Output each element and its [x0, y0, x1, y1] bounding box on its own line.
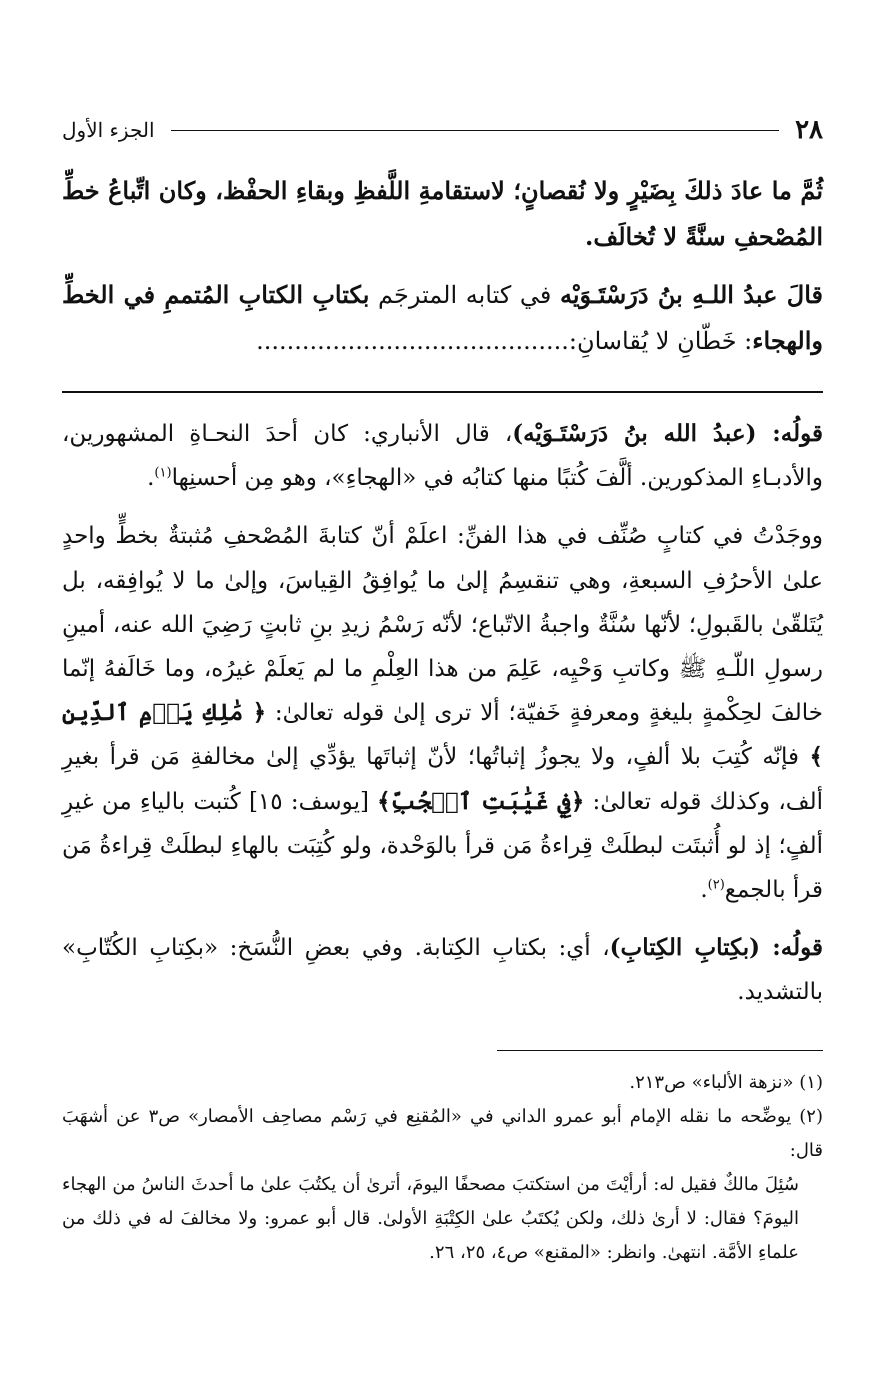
footnote-ref-1: (١) [154, 465, 172, 481]
commentary-text: فإنّه كُتِبَ بلا ألفٍ، ولا يجوزُ إثباتُها؛ لأنّ إثباتَها يؤدِّي إلىٰ مخالفةِ مَن قرأ بغيرِ ألف، وكذلك قوله تعالىٰ: [62, 744, 823, 815]
commentary-text: [يوسف: ١٥] كُتبت بالياءِ من غيرِ ألفٍ؛ إذ لو أُثبتَت لبطلَتْ قِراءةُ مَن قرأ بالوَحْدة، ولو كُتِبَت بالهاءِ لبطلَتْ قِراءةُ مَن قرأ بالجمع [62, 788, 823, 904]
footnote-ref-2: (٢) [707, 877, 725, 893]
commentary-paragraph-3 [62, 926, 823, 1014]
matn-paragraph-1: ثُمَّ ما عادَ ذلكَ بِضَيْرٍ ولا نُقصانٍ؛ لاستقامةِ اللَّفظِ وبقاءِ الحفْظ، وكان اتِّباعُ خطِّ المُصْحفِ سنَّةً لا تُخالَف. [62, 176, 823, 251]
page-number: ٢٨ [795, 115, 823, 145]
commentary-text: ووجَدْتُ في كتابٍ صُنِّف في هذا الفنِّ: اعلَمْ أنّ كتابةَ المُصْحفِ مُثبتةٌ بخطٍّ واحدٍ علىٰ الأحرُفِ السبعةِ، وهي تنقسِمُ إلىٰ ما يُوافِقُ القِياسَ، وإلىٰ ما لا يُوافِقه، بل يُتَلقّىٰ بالقَبولِ؛ لأنّها سُنَّةٌ واجبةُ الاتّباع؛ لأنّه رَسْمُ زيدِ بنِ ثابتٍ رَضِيَ الله عنه، أمينِ رسولِ اللّـهِ ﷺ وكاتبِ وَحْيِه، عَلِمَ من هذا العِلْمِ ما لم يَعلَمْ غيرُه، وما خَالَفهُ إنّما خالفَ لحِكْمةٍ بليغةٍ ومعرفةٍ خَفيّة؛ ألا ترى إلىٰ قوله تعالىٰ: [62, 523, 823, 727]
footnote-2-quote: سُئِلَ مالكٌ فقيل له: أرأيْتَ من استكتبَ مصحفًا اليومَ، أترىٰ أن يكتُبَ علىٰ ما أحدثَ الناسُ من الهجاء اليومَ؟ فقال: لا أرىٰ ذلك، ولكن يُكتَبُ علىٰ الكِتْبَةِ الأولىٰ. قال أبو عمرو: ولا مخالفَ له في ذلك من علماءِ الأمَّة. انتهىٰ. وانظر: «المقنع» ص٤، ٢٥، ٢٦. [62, 1174, 799, 1263]
author-name: قالَ عبدُ اللـهِ بنُ دَرَسْتَـوَيْه [559, 280, 823, 309]
punct: . [147, 465, 155, 492]
matn-paragraph-2 [62, 272, 823, 364]
commentary-paragraph-2 [62, 514, 823, 912]
footnote-2: (٢) يوضِّحه ما نقله الإمام أبو عمرو الداني في «المُقنِع في رَسْم مصاحِف الأمصار» ص٣ عن أشهَبَ قال: [62, 1106, 823, 1161]
running-title: الجزء الأول [62, 118, 155, 142]
book-title: بكتابِ الكتابِ المُتممِ في الخطِّ والهجاء [62, 280, 823, 355]
footnotes [62, 1066, 823, 1270]
lemma: قولُه: (عبدُ الله بنُ دَرَسْتَـوَيْه) [512, 420, 823, 447]
matn-section [62, 168, 823, 364]
footnote-1: (١) «نزهة الألباء» ص٢١٣. [629, 1072, 823, 1093]
dotted-leader: ......................................... [256, 327, 569, 355]
commentary-text: ، قال الأنباري: كان أحدَ النحـاةِ المشهورين، والأدبـاءِ المذكورين. ألَّفَ كُتبًا منها كتابُه في «الهجاءِ»، وهو مِن أحسنِها [62, 421, 823, 492]
quran-quote-1: ﴿ مَٰلِكِ يَوۡمِ ٱلدِّينِ ﴾ [62, 699, 823, 771]
quran-quote-2: ﴿فِي غَيَٰبَتِ ٱلۡجُبِّ﴾ [377, 787, 585, 815]
matn-text: في كتابه المترجَم [369, 281, 560, 309]
commentary-text: ، أي: بكتابِ الكِتابة. وفي بعضِ النُّسَخ: «بكِتابِ الكُتّابِ» بالتشديد. [62, 935, 823, 1006]
commentary-section [62, 412, 823, 1015]
footnote-divider [497, 1050, 823, 1051]
punct: . [700, 877, 708, 904]
page-header [62, 112, 823, 148]
lemma: قولُه: (بكِتابِ الكِتابِ) [609, 934, 824, 962]
commentary-paragraph-1 [62, 412, 823, 500]
matn-divider [62, 391, 823, 393]
header-rule [171, 130, 780, 131]
matn-text-tail: : خَطّانِ لا يُقاسانِ: [568, 327, 753, 355]
